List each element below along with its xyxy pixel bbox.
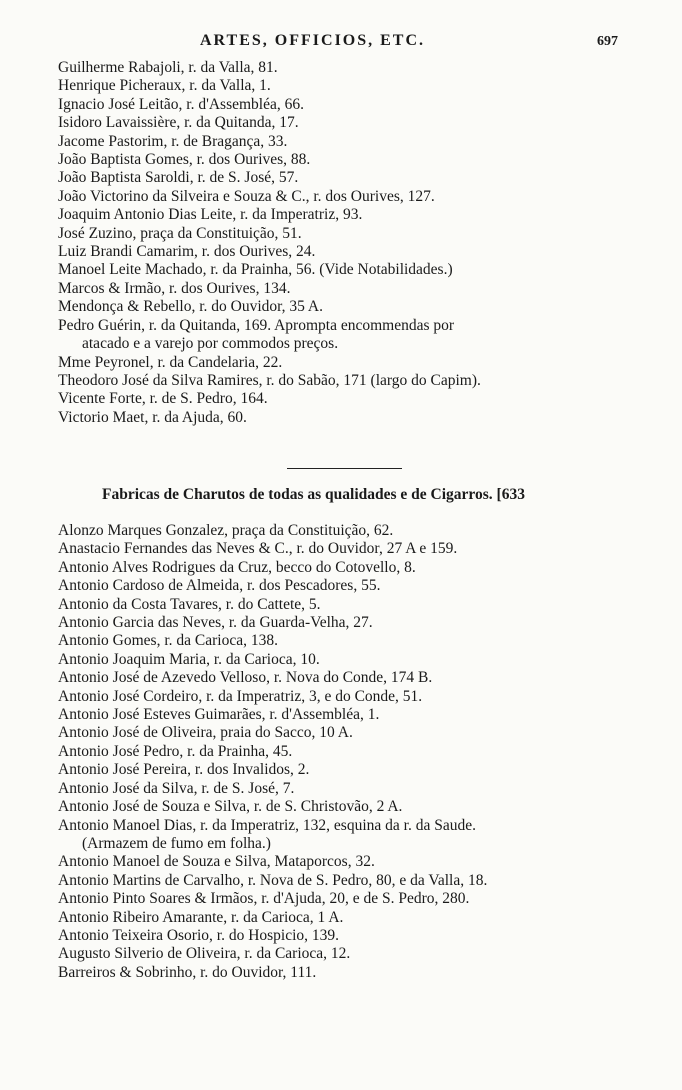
list-item (58, 409, 632, 427)
list-item (58, 761, 632, 779)
list-item (58, 688, 632, 706)
list-item-text: Vicente Forte, r. de S. Pedro, 164. (58, 390, 268, 408)
list-item (58, 114, 632, 132)
list-item-text: Antonio Cardoso de Almeida, r. dos Pescadores, 55. (58, 577, 381, 595)
list-item (58, 59, 632, 77)
list-item (58, 927, 632, 945)
list-item-text: Antonio José Pedro, r. da Prainha, 45. (58, 742, 293, 760)
list-item (58, 743, 632, 761)
page-number: 697 (597, 34, 618, 49)
list-item-text: Antonio Garcia das Neves, r. da Guarda-Velha, 27. (58, 614, 373, 632)
list-item-text: Antonio José de Azevedo Velloso, r. Nova do Conde, 174 B. (58, 669, 433, 687)
section-title: Fabricas de Charutos de todas as qualidades e de Cigarros. [633 (102, 486, 525, 503)
list-item-text: Antonio da Costa Tavares, r. do Cattete, 5. (58, 595, 321, 613)
list-item-text: Antonio José Esteves Guimarães, r. d'Assembléa, 1. (58, 706, 380, 724)
list-item (58, 390, 632, 408)
running-header (0, 32, 682, 54)
list-item (58, 169, 632, 187)
list-item-text: Alonzo Marques Gonzalez, praça da Constituição, 62. (58, 522, 394, 539)
list-item (58, 225, 632, 243)
list-item-continuation: atacado e a varejo por commodos preços. (82, 335, 339, 353)
list-item-text: João Baptista Saroldi, r. de S. José, 57. (58, 169, 299, 187)
list-item (58, 298, 632, 316)
list-item-text: Antonio José da Silva, r. de S. José, 7. (58, 779, 295, 797)
list-item (58, 651, 632, 669)
list-item (58, 188, 632, 206)
list-item (58, 632, 632, 650)
list-item (58, 964, 632, 982)
list-item-text: Manoel Leite Machado, r. da Prainha, 56. (Vide Notabilidades.) (58, 261, 453, 279)
list-item-text: Guilherme Rabajoli, r. da Valla, 81. (58, 59, 278, 76)
list-item (58, 151, 632, 169)
list-item (58, 243, 632, 261)
list-item-text: Jacome Pastorim, r. de Bragança, 33. (58, 132, 288, 150)
section-divider (287, 468, 402, 469)
list-item-text: Antonio Joaquim Maria, r. da Carioca, 10. (58, 650, 320, 668)
list-item-text: Antonio Pinto Soares & Irmãos, r. d'Ajuda, 20, e de S. Pedro, 280. (58, 890, 470, 908)
list-item (58, 724, 632, 742)
list-item (58, 77, 632, 95)
list-item (58, 596, 632, 614)
list-item-text: Isidoro Lavaissière, r. da Quitanda, 17. (58, 114, 299, 132)
list-item-text: Mme Peyronel, r. da Candelaria, 22. (58, 353, 283, 371)
list-item-text: Victorio Maet, r. da Ajuda, 60. (58, 408, 247, 426)
list-item (58, 372, 632, 390)
list-item (58, 317, 632, 354)
list-item (58, 540, 632, 558)
list-item-text: Joaquim Antonio Dias Leite, r. da Imperatriz, 93. (58, 206, 363, 224)
list-item-text: Antonio Alves Rodrigues da Cruz, becco do Cotovello, 8. (58, 558, 416, 576)
list-item-text: Antonio José de Oliveira, praia do Sacco, 10 A. (58, 724, 353, 742)
list-item (58, 614, 632, 632)
list-item (58, 559, 632, 577)
list-item (58, 780, 632, 798)
list-item (58, 872, 632, 890)
list-item-text: Antonio Manoel Dias, r. da Imperatriz, 132, esquina da r. da Saude. (58, 816, 476, 834)
list-item-text: Pedro Guérin, r. da Quitanda, 169. Aprompta encommendas por (58, 316, 455, 334)
list-item-text: Antonio José Pereira, r. dos Invalidos, 2. (58, 761, 310, 779)
list-item (58, 706, 632, 724)
list-item (58, 909, 632, 927)
list-item (58, 817, 632, 854)
list-item-text: Anastacio Fernandes das Neves & C., r. do Ouvidor, 27 A e 159. (58, 540, 458, 558)
list-item (58, 798, 632, 816)
list-item-text: João Victorino da Silveira e Souza & C., r. dos Ourives, 127. (58, 187, 435, 205)
directory-list-top (58, 59, 632, 427)
list-item-text: Marcos & Irmão, r. dos Ourives, 134. (58, 279, 291, 297)
list-item-text: Theodoro José da Silva Ramires, r. do Sabão, 171 (largo do Capim). (58, 371, 481, 389)
directory-list-bottom (58, 522, 632, 982)
list-item (58, 669, 632, 687)
list-item (58, 853, 632, 871)
list-item (58, 280, 632, 298)
list-item-text: Antonio Martins de Carvalho, r. Nova de S. Pedro, 80, e da Valla, 18. (58, 871, 488, 889)
list-item (58, 206, 632, 224)
list-item-text: Antonio Gomes, r. da Carioca, 138. (58, 632, 278, 650)
list-item-text: Barreiros & Sobrinho, r. do Ouvidor, 111. (58, 963, 317, 981)
list-item (58, 133, 632, 151)
list-item-text: Augusto Silverio de Oliveira, r. da Carioca, 12. (58, 945, 351, 963)
list-item (58, 354, 632, 372)
list-item (58, 890, 632, 908)
list-item (58, 96, 632, 114)
list-item-text: Ignacio José Leitão, r. d'Assembléa, 66. (58, 95, 304, 113)
list-item-text: Antonio José Cordeiro, r. da Imperatriz, 3, e do Conde, 51. (58, 687, 423, 705)
list-item-text: Antonio Ribeiro Amarante, r. da Carioca, 1 A. (58, 908, 344, 926)
list-item-text: Henrique Picheraux, r. da Valla, 1. (58, 77, 271, 95)
list-item-text: Luiz Brandi Camarim, r. dos Ourives, 24. (58, 243, 316, 261)
list-item-text: Mendonça & Rebello, r. do Ouvidor, 35 A. (58, 298, 323, 316)
list-item (58, 577, 632, 595)
list-item-text: Antonio Manoel de Souza e Silva, Mataporcos, 32. (58, 853, 375, 871)
list-item-text: Antonio José de Souza e Silva, r. de S. Christovão, 2 A. (58, 798, 403, 816)
list-item (58, 522, 632, 540)
list-item-text: José Zuzino, praça da Constituição, 51. (58, 224, 302, 242)
header-title: ARTES, OFFICIOS, ETC. (200, 32, 426, 49)
list-item (58, 261, 632, 279)
list-item-text: Antonio Teixeira Osorio, r. do Hospicio, 139. (58, 926, 340, 944)
list-item-text: João Baptista Gomes, r. dos Ourives, 88. (58, 151, 311, 169)
list-item-continuation: (Armazem de fumo em folha.) (82, 834, 271, 852)
list-item (58, 945, 632, 963)
